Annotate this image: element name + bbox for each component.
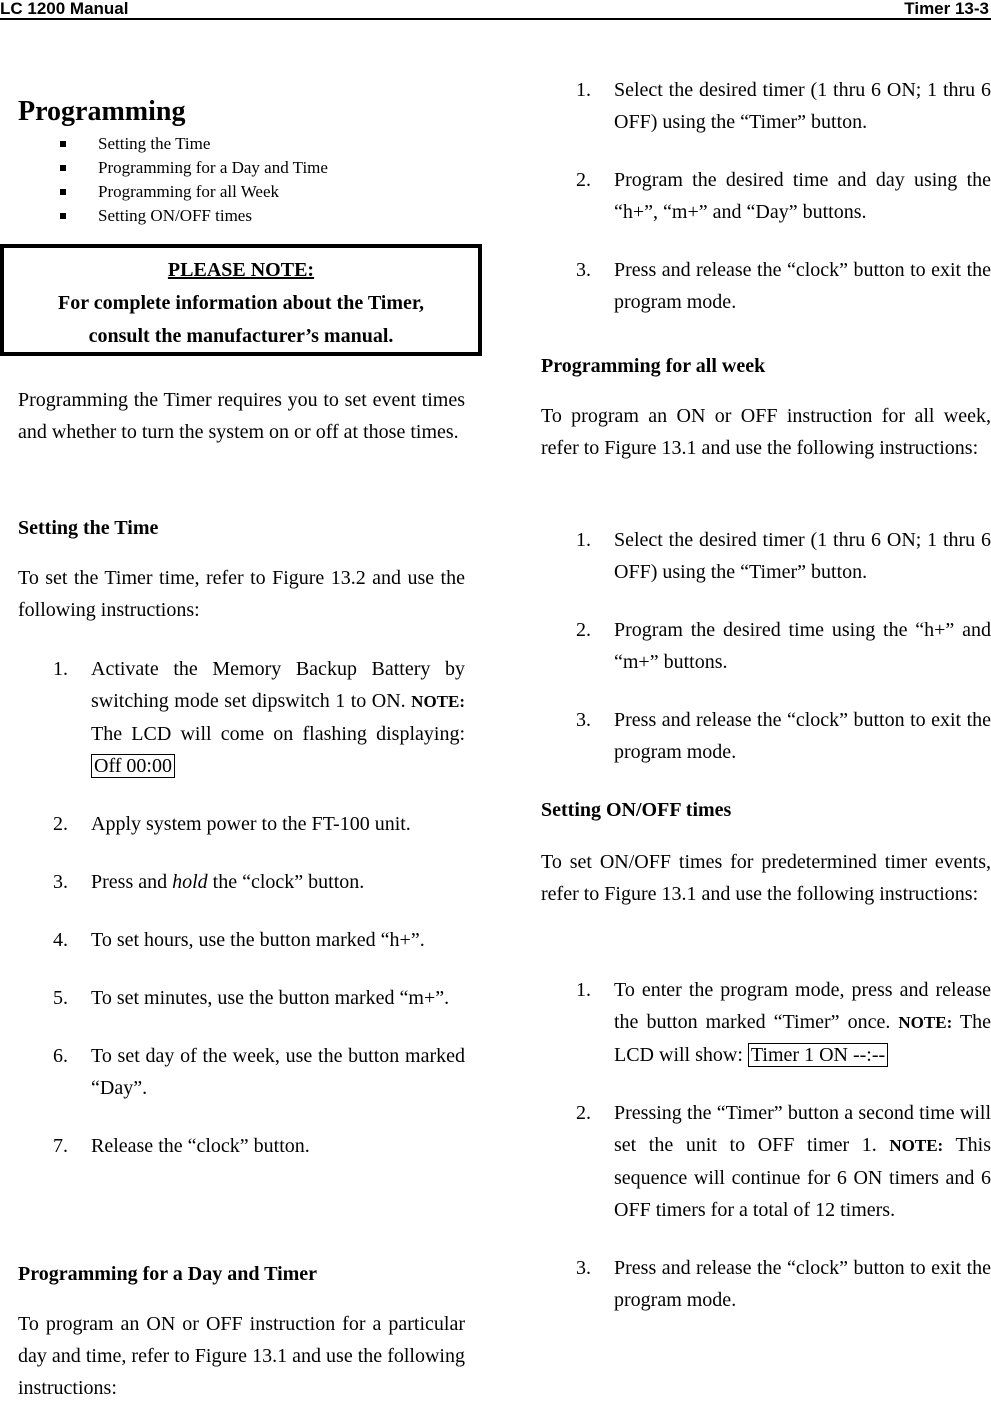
- note-line: consult the manufacturer’s manual.: [88, 325, 394, 347]
- bullet-icon: [60, 213, 66, 219]
- list-item: 3. Press and release the “clock” button to exit the program mode.: [576, 259, 991, 313]
- list-item: 2. Program the desired time using the “h+” and “m+” buttons.: [576, 619, 991, 673]
- list-item: 7. Release the “clock” button.: [53, 1135, 310, 1157]
- please-note-box: [0, 244, 482, 356]
- bullet-icon: [60, 165, 66, 171]
- page-header: [0, 0, 991, 20]
- topic-item: Programming for a Day and Time: [18, 156, 465, 180]
- list-item: 1. To enter the program mode, press and release the button marked “Timer” once. NOTE: The LCD will show: Timer 1 ON --:--: [576, 979, 991, 1066]
- list-item: 2. Program the desired time and day using the “h+”, “m+” and “Day” buttons.: [576, 169, 991, 223]
- list-item: 1. Activate the Memory Backup Battery by switching mode set dipswitch 1 to ON. NOTE: The LCD will come on flashing displaying: Off 00:00: [53, 658, 466, 777]
- intro-paragraph: Programming the Timer requires you to set event times and whether to turn the system on or off at those times.: [18, 389, 465, 443]
- bullet-icon: [60, 189, 66, 195]
- topic-item: Setting ON/OFF times: [18, 204, 465, 228]
- heading-all-week: Programming for all week: [541, 355, 766, 377]
- all-week-steps: [541, 524, 991, 768]
- heading-onoff: Setting ON/OFF times: [541, 799, 732, 821]
- topic-item: Programming for all Week: [18, 180, 465, 204]
- list-item: 3. Press and release the “clock” button to exit the program mode.: [576, 709, 991, 763]
- list-item: 1. Select the desired timer (1 thru 6 ON; 1 thru 6 OFF) using the “Timer” button.: [576, 529, 991, 583]
- list-item: 6. To set day of the week, use the button marked “Day”.: [53, 1045, 465, 1099]
- list-item: 4. To set hours, use the button marked “h+”.: [53, 929, 425, 951]
- paragraph: To set the Timer time, refer to Figure 13.2 and use the following instructions:: [18, 567, 465, 621]
- manual-title: LC 1200 Manual: [0, 0, 129, 18]
- list-item: 3. Press and hold the “clock” button.: [53, 871, 365, 893]
- list-item: 2. Apply system power to the FT-100 unit.: [53, 813, 411, 835]
- topic-item: Setting the Time: [18, 132, 465, 156]
- topic-list: [18, 132, 465, 228]
- day-time-steps: [541, 74, 991, 318]
- list-item: 2. Pressing the “Timer” button a second time will set the unit to OFF timer 1. NOTE: This sequence will continue for 6 ON timers and 6 OFF timers for a total of 12 timers.: [576, 1102, 991, 1221]
- bullet-icon: [60, 141, 66, 147]
- list-item: 3. Press and release the “clock” button to exit the program mode.: [576, 1257, 991, 1311]
- paragraph: To program an ON or OFF instruction for a particular day and time, refer to Figure 13.1 and use the following instructions:: [18, 1313, 465, 1399]
- list-item: 1. Select the desired timer (1 thru 6 ON; 1 thru 6 OFF) using the “Timer” button.: [576, 79, 991, 133]
- note-line: For complete information about the Timer,: [58, 292, 424, 314]
- setting-time-steps: [18, 653, 465, 1162]
- page-title: Programming: [18, 96, 186, 127]
- list-item: 5. To set minutes, use the button marked “m+”.: [53, 987, 450, 1009]
- note-title: PLEASE NOTE:: [167, 259, 315, 281]
- heading-day-time: Programming for a Day and Timer: [18, 1263, 318, 1285]
- heading-setting-time: Setting the Time: [18, 517, 159, 539]
- section-title-block: [18, 96, 465, 228]
- lcd-display: Off 00:00: [91, 754, 175, 778]
- lcd-display: Timer 1 ON --:--: [748, 1043, 888, 1067]
- paragraph: To program an ON or OFF instruction for all week, refer to Figure 13.1 and use the following instructions:: [541, 405, 991, 459]
- onoff-steps: [541, 974, 991, 1316]
- paragraph: To set ON/OFF times for predetermined timer events, refer to Figure 13.1 and use the following instructions:: [541, 851, 991, 905]
- page-number: Timer 13-3: [904, 0, 989, 18]
